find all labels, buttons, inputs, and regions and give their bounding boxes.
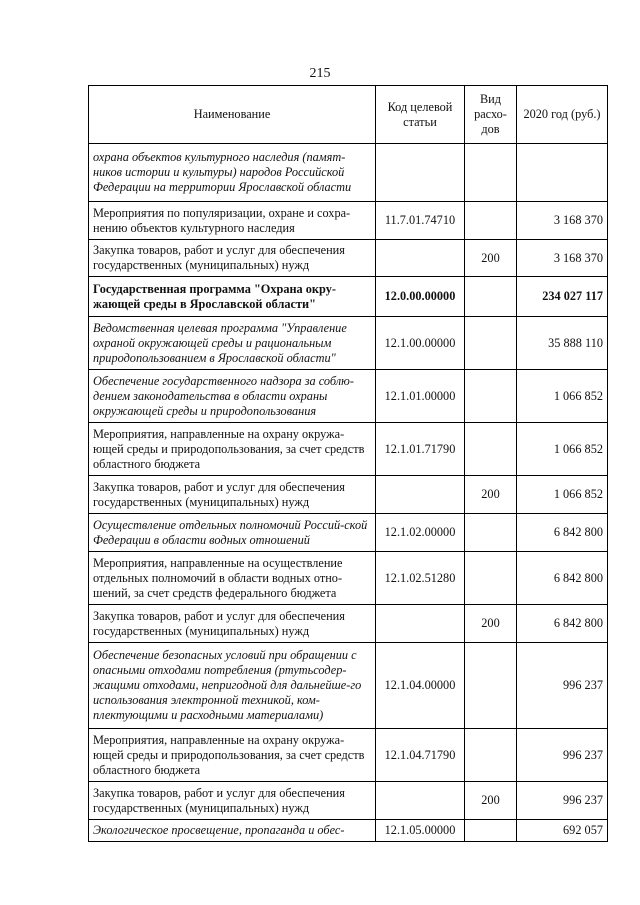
column-header-name: Наименование [89, 86, 376, 144]
row-amount: 1 066 852 [517, 423, 608, 476]
row-amount: 692 057 [517, 820, 608, 842]
row-name: Закупка товаров, работ и услуг для обеспечения государственных (муниципальных) нужд [89, 476, 376, 514]
row-kind [465, 317, 517, 370]
row-amount: 996 237 [517, 643, 608, 729]
row-amount: 35 888 110 [517, 317, 608, 370]
row-kind: 200 [465, 782, 517, 820]
row-name: Обеспечение безопасных условий при обращении с опасными отходами потребления (ртутьсодер-жащими отходами, непригодной для дальнейше-го использования электронной техникой, ком-плектующими и расходными материалами) [89, 643, 376, 729]
row-name: Обеспечение государственного надзора за соблю-дением законодательства в области охраны окружающей среды и природопользования [89, 370, 376, 423]
row-name: Мероприятия по популяризации, охране и сохра-нению объектов культурного наследия [89, 202, 376, 240]
row-amount: 6 842 800 [517, 605, 608, 643]
row-code: 12.1.02.51280 [376, 552, 465, 605]
row-code: 12.1.01.00000 [376, 370, 465, 423]
row-kind [465, 643, 517, 729]
row-amount [517, 144, 608, 202]
row-code [376, 240, 465, 277]
table-row [89, 820, 608, 842]
row-amount: 6 842 800 [517, 552, 608, 605]
row-name: Осуществление отдельных полномочий Россий-ской Федерации в области водных отношений [89, 514, 376, 552]
table-row [89, 240, 608, 277]
row-name: Закупка товаров, работ и услуг для обеспечения государственных (муниципальных) нужд [89, 240, 376, 277]
row-code: 12.0.00.00000 [376, 277, 465, 317]
table-row [89, 552, 608, 605]
row-kind [465, 552, 517, 605]
table-row [89, 605, 608, 643]
row-kind [465, 423, 517, 476]
row-code: 12.1.02.00000 [376, 514, 465, 552]
row-kind [465, 202, 517, 240]
row-code: 12.1.01.71790 [376, 423, 465, 476]
table-row [89, 144, 608, 202]
row-code: 12.1.04.71790 [376, 729, 465, 782]
table-row [89, 277, 608, 317]
row-amount: 3 168 370 [517, 240, 608, 277]
row-kind [465, 277, 517, 317]
row-kind [465, 514, 517, 552]
row-kind: 200 [465, 240, 517, 277]
row-amount: 6 842 800 [517, 514, 608, 552]
table-row [89, 202, 608, 240]
row-name: Мероприятия, направленные на охрану окружа-ющей среды и природопользования, за счет средств областного бюджета [89, 729, 376, 782]
row-name: Закупка товаров, работ и услуг для обеспечения государственных (муниципальных) нужд [89, 782, 376, 820]
row-kind: 200 [465, 605, 517, 643]
column-header-code: Код целевой статьи [376, 86, 465, 144]
row-kind: 200 [465, 476, 517, 514]
table-row [89, 729, 608, 782]
table-row [89, 476, 608, 514]
row-amount: 996 237 [517, 729, 608, 782]
row-code: 12.1.05.00000 [376, 820, 465, 842]
row-amount: 996 237 [517, 782, 608, 820]
row-kind [465, 820, 517, 842]
row-code: 11.7.01.74710 [376, 202, 465, 240]
row-name: охрана объектов культурного наследия (памят-ников истории и культуры) народов Российской Федерации на территории Ярославской области [89, 144, 376, 202]
row-code [376, 605, 465, 643]
budget-table [88, 85, 608, 842]
row-amount: 1 066 852 [517, 370, 608, 423]
row-amount: 3 168 370 [517, 202, 608, 240]
row-kind [465, 729, 517, 782]
row-code [376, 476, 465, 514]
table-header-row [89, 86, 608, 144]
column-header-amount: 2020 год (руб.) [517, 86, 608, 144]
row-name: Государственная программа "Охрана окру-жающей среды в Ярославской области" [89, 277, 376, 317]
row-amount: 234 027 117 [517, 277, 608, 317]
table-row [89, 423, 608, 476]
table-row [89, 643, 608, 729]
column-header-kind: Вид расхо-дов [465, 86, 517, 144]
table-row [89, 370, 608, 423]
row-name: Ведомственная целевая программа "Управление охраной окружающей среды и рациональным природопользованием в Ярославской области" [89, 317, 376, 370]
page-number: 215 [309, 66, 331, 81]
row-name: Мероприятия, направленные на охрану окружа-ющей среды и природопользования, за счет средств областного бюджета [89, 423, 376, 476]
row-name: Мероприятия, направленные на осуществление отдельных полномочий в области водных отно-шений, за счет средств федерального бюджета [89, 552, 376, 605]
row-kind [465, 144, 517, 202]
table-row [89, 514, 608, 552]
row-code [376, 782, 465, 820]
row-kind [465, 370, 517, 423]
row-name: Закупка товаров, работ и услуг для обеспечения государственных (муниципальных) нужд [89, 605, 376, 643]
table-row [89, 782, 608, 820]
table-row [89, 317, 608, 370]
row-amount: 1 066 852 [517, 476, 608, 514]
row-code: 12.1.04.00000 [376, 643, 465, 729]
row-code: 12.1.00.00000 [376, 317, 465, 370]
row-code [376, 144, 465, 202]
row-name: Экологическое просвещение, пропаганда и обес- [89, 820, 376, 842]
